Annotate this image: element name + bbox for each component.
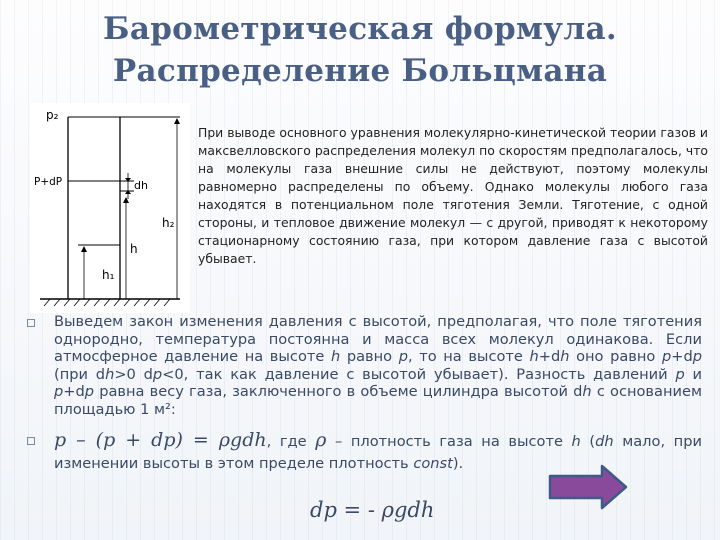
diagram-svg <box>30 103 190 313</box>
right-arrow-icon[interactable] <box>548 464 628 510</box>
text-run: ). <box>452 454 464 472</box>
bullet-item-pressure-law <box>22 313 702 419</box>
text-run: (при d <box>54 365 106 383</box>
math-var: h <box>330 348 341 366</box>
text-run: , где <box>266 432 316 450</box>
math-var: p <box>84 383 95 401</box>
text-run: и <box>684 365 703 383</box>
h2-arrow-head <box>174 118 180 124</box>
math-var: p <box>661 348 672 366</box>
text-run: равно <box>340 348 399 366</box>
label-h: h <box>130 242 138 256</box>
math-var: h <box>571 432 581 450</box>
math-var: h <box>105 365 115 383</box>
slide-title-line-2: Распределение Больцмана <box>112 53 608 89</box>
label-h1: h₁ <box>102 268 115 282</box>
text-run: Выведем закон изменения давления с высотой, предполагая, что поле тяготения однородно, температура постоянна и масса всех молекул одинакова. Если атмосферное давление на высоте <box>54 313 702 366</box>
text-run: +d <box>63 383 85 401</box>
square-bullet-icon <box>27 319 35 327</box>
pressure-difference-equation: p – (p + dp) = ρgdh <box>54 428 267 451</box>
math-var: ρ <box>315 428 327 451</box>
text-run: <0, так как давление с высотой убывает). Разность давлений <box>162 365 676 383</box>
text-run: мало, при изменении высоты в этом пределе плотность <box>54 432 702 472</box>
height-pressure-diagram <box>30 103 190 313</box>
text-run: +d <box>671 348 693 366</box>
slide-title <box>60 8 660 92</box>
square-bullet-icon <box>27 437 35 445</box>
barometric-differential-formula: dp = - ρgdh <box>310 498 435 522</box>
next-slide-arrow[interactable] <box>550 466 626 508</box>
slide-title-line-1: Барометрическая формула. <box>103 11 617 47</box>
math-var: p <box>54 383 64 401</box>
math-var: p <box>152 365 163 383</box>
text-run: ( <box>580 432 596 450</box>
text-run: >0 d <box>114 365 153 383</box>
text-run: с основанием площадью 1 м²: <box>54 383 702 418</box>
h1-arrow-head <box>81 246 87 252</box>
label-p2: p₂ <box>46 108 59 122</box>
text-run: оно равно <box>569 348 662 366</box>
math-var: h <box>582 383 592 401</box>
math-var: const <box>413 454 453 472</box>
text-run: +d <box>538 348 561 366</box>
math-var: h <box>529 348 539 366</box>
label-h2: h₂ <box>162 216 175 230</box>
math-var: p <box>675 365 685 383</box>
text-run: – плотность газа на высоте <box>326 432 572 450</box>
math-var: p <box>398 348 408 366</box>
bullet-list <box>22 313 702 475</box>
label-p-dp: P+dP <box>34 176 63 188</box>
math-var: p <box>692 348 702 366</box>
intro-paragraph: При выводе основного уравнения молекулярно-кинетической теории газов и максвелловского распределения молекул по скоростям предполагалось, что на молекулы газа внешние силы не действуют, поэтому молекулы равномерно распределены по объему. Однако молекулы любого газа находятся в потенциальном поле тяготения Земли. Тяготение, с одной стороны, и тепловое движение молекул — с другой, приводят к некоторому стационарному состоянию газа, при котором давление газа с высотой убывает. <box>198 125 708 266</box>
text-run: , то на высоте <box>407 348 530 366</box>
label-dh: dh <box>134 179 148 192</box>
math-var: dh <box>595 432 614 450</box>
text-run: равна весу газа, заключенного в объеме цилиндра высотой d <box>94 383 583 401</box>
math-var: h <box>560 348 570 366</box>
ground-hatch <box>44 299 170 306</box>
